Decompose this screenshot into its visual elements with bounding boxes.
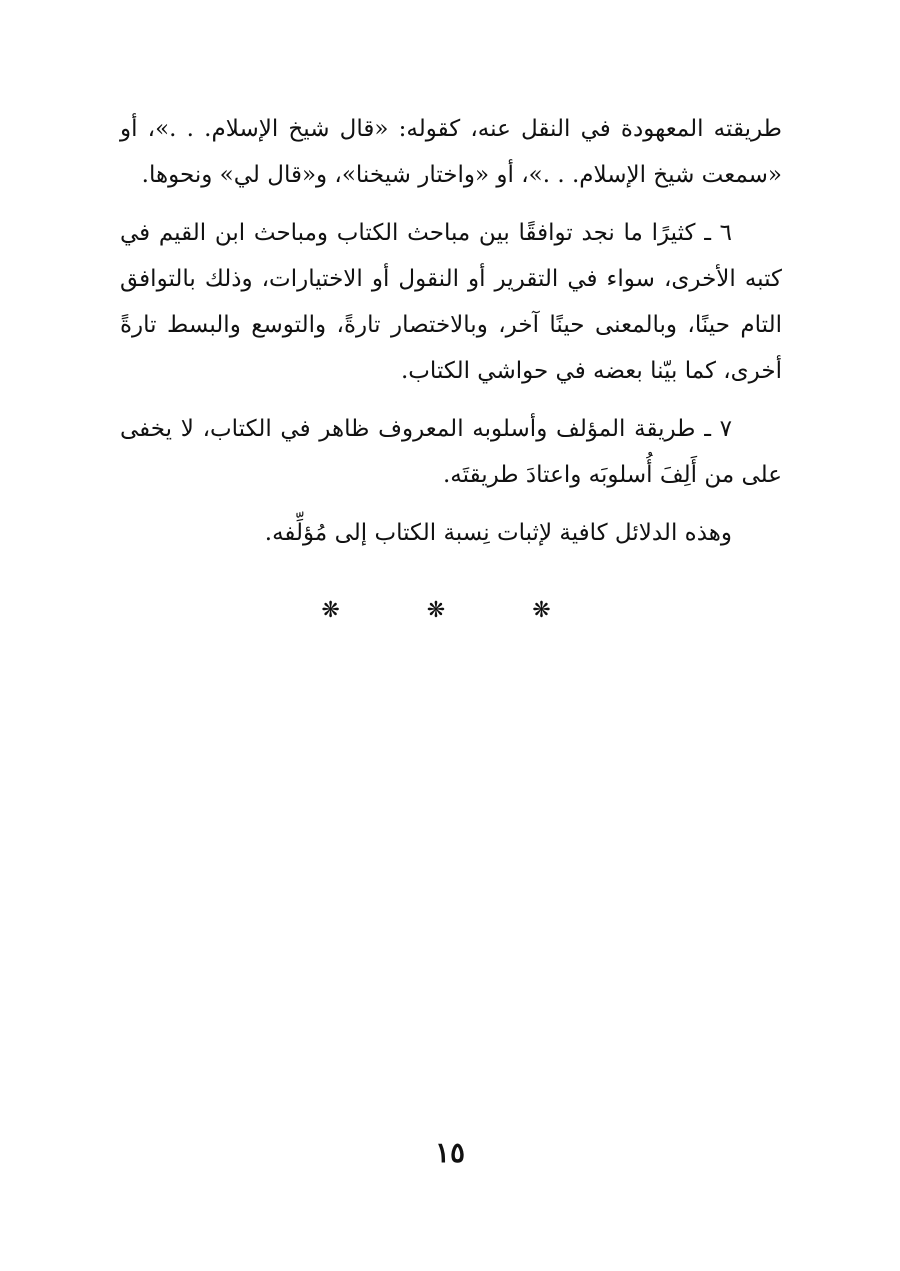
paragraph-point-6: ٦ ـ كثيرًا ما نجد توافقًا بين مباحث الكتاب ومباحث ابن القيم في كتبه الأخرى، سواء في التقرير أو النقول أو الاختيارات، وذلك بالتوافق التام حينًا، وبالمعنى حينًا آخر، وبالاختصار تارةً، والتوسع والبسط تارةً أخرى، كما بيّنا بعضه في حواشي الكتاب.: [120, 220, 782, 384]
section-separator: [0, 598, 900, 623]
paragraph-continuation: طريقته المعهودة في النقل عنه، كقوله: «قال شيخ الإسلام. . .»، أو «سمعت شيخ الإسلام. . .»، أو «واختار شيخنا»، و«قال لي» ونحوها.: [120, 116, 782, 188]
body-text: [120, 106, 782, 568]
asterism-icon: ❋: [532, 598, 579, 623]
asterism-icon: ❋: [426, 598, 474, 623]
paragraph-conclusion: وهذه الدلائل كافية لإثبات نِسبة الكتاب إلى مُؤلِّفه.: [264, 520, 732, 546]
page-number: ١٥: [434, 1136, 466, 1169]
asterism-icon: ❋: [321, 598, 368, 623]
paragraph-point-7: ٧ ـ طريقة المؤلف وأسلوبه المعروف ظاهر في الكتاب، لا يخفى على من أَلِفَ أُسلوبَه واعتادَ طريقتَه.: [120, 416, 782, 488]
